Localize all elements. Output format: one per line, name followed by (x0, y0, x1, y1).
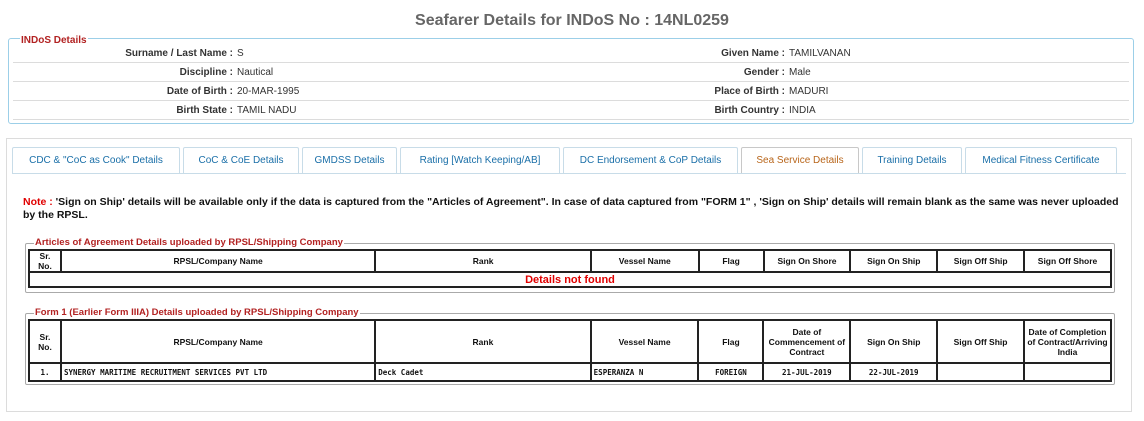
details-not-found-message: Details not found (29, 272, 1111, 287)
col-rank: Rank (375, 320, 590, 363)
tab-medical-fitness[interactable]: Medical Fitness Certificate (965, 147, 1117, 173)
col-sign-on-shore: Sign On Shore (764, 250, 851, 272)
detail-row (13, 45, 1129, 63)
tab-sea-service[interactable]: Sea Service Details (741, 147, 859, 173)
tab-dc-endorsement-cop[interactable]: DC Endorsement & CoP Details (563, 147, 738, 173)
place-of-birth-value: MADURI (789, 86, 829, 97)
indos-details-panel (8, 35, 1134, 124)
cell-sr: 1. (29, 363, 61, 381)
col-sign-off-shore: Sign Off Shore (1024, 250, 1111, 272)
surname-label: Surname / Last Name : (125, 48, 233, 59)
note-text: 'Sign on Ship' details will be available only if the data is captured from the "Articles of Agreement". In case of data captured from "FORM 1" , 'Sign on Ship' details will remain blank as the same was never uploaded by the RPSL. (23, 196, 1119, 221)
col-flag: Flag (698, 320, 763, 363)
col-rank: Rank (375, 250, 591, 272)
sign-on-ship-note (23, 196, 1123, 222)
gender-value: Male (789, 67, 811, 78)
tab-rating-watch-keeping[interactable]: Rating [Watch Keeping/AB] (400, 147, 560, 173)
cell-rank: Deck Cadet (375, 363, 590, 381)
discipline-label: Discipline : (179, 67, 233, 78)
surname-value: S (237, 48, 244, 59)
form1-table (28, 319, 1112, 382)
table-row (29, 363, 1111, 381)
col-sign-on-ship: Sign On Ship (850, 320, 937, 363)
cell-completion (1024, 363, 1111, 381)
articles-legend: Articles of Agreement Details uploaded by RPSL/Shipping Company (35, 237, 343, 248)
detail-row (13, 64, 1129, 82)
given-name-value: TAMILVANAN (789, 48, 851, 59)
tab-divider (12, 173, 1126, 174)
detail-row (13, 83, 1129, 101)
articles-of-agreement-panel (25, 237, 1115, 293)
discipline-value: Nautical (237, 67, 274, 78)
col-company-name: RPSL/Company Name (61, 250, 375, 272)
col-completion: Date of Completion of Contract/Arriving India (1024, 320, 1111, 363)
col-company-name: RPSL/Company Name (61, 320, 375, 363)
cell-sign-on-ship: 22-JUL-2019 (850, 363, 937, 381)
indos-details-legend: INDoS Details (21, 35, 87, 46)
birth-country-value: INDIA (789, 105, 816, 116)
tab-cdc-coc-cook[interactable]: CDC & "CoC as Cook" Details (12, 147, 180, 173)
cell-sign-off-ship (937, 363, 1024, 381)
col-vessel-name: Vessel Name (591, 320, 699, 363)
form1-legend: Form 1 (Earlier Form IIIA) Details uploaded by RPSL/Shipping Company (35, 307, 359, 318)
tab-coc-coe[interactable]: CoC & CoE Details (183, 147, 299, 173)
page-title: Seafarer Details for INDoS No : 14NL0259 (415, 12, 729, 29)
cell-commencement: 21-JUL-2019 (763, 363, 850, 381)
cell-flag: FOREIGN (698, 363, 763, 381)
tabs-panel (6, 138, 1132, 412)
birth-country-label: Birth Country : (714, 105, 785, 116)
col-sign-off-ship: Sign Off Ship (937, 320, 1024, 363)
col-sign-off-ship: Sign Off Ship (937, 250, 1024, 272)
detail-row (13, 102, 1129, 120)
tab-gmdss[interactable]: GMDSS Details (302, 147, 397, 173)
col-flag: Flag (699, 250, 764, 272)
birth-state-value: TAMIL NADU (237, 105, 297, 116)
articles-table (28, 249, 1112, 288)
col-sr-no: Sr. No. (29, 250, 61, 272)
col-commencement: Date of Commencement of Contract (763, 320, 850, 363)
note-label: Note : (23, 196, 53, 208)
col-sr-no: Sr. No. (29, 320, 61, 363)
birth-state-label: Birth State : (176, 105, 233, 116)
given-name-label: Given Name : (721, 48, 785, 59)
gender-label: Gender : (743, 67, 785, 78)
dob-label: Date of Birth : (166, 86, 233, 97)
col-sign-on-ship: Sign On Ship (850, 250, 937, 272)
cell-vessel: ESPERANZA N (591, 363, 699, 381)
place-of-birth-label: Place of Birth : (714, 86, 785, 97)
form1-panel (25, 307, 1115, 385)
tab-training[interactable]: Training Details (862, 147, 962, 173)
col-vessel-name: Vessel Name (591, 250, 699, 272)
dob-value: 20-MAR-1995 (237, 86, 300, 97)
cell-company: SYNERGY MARITIME RECRUITMENT SERVICES PVT LTD (61, 363, 375, 381)
